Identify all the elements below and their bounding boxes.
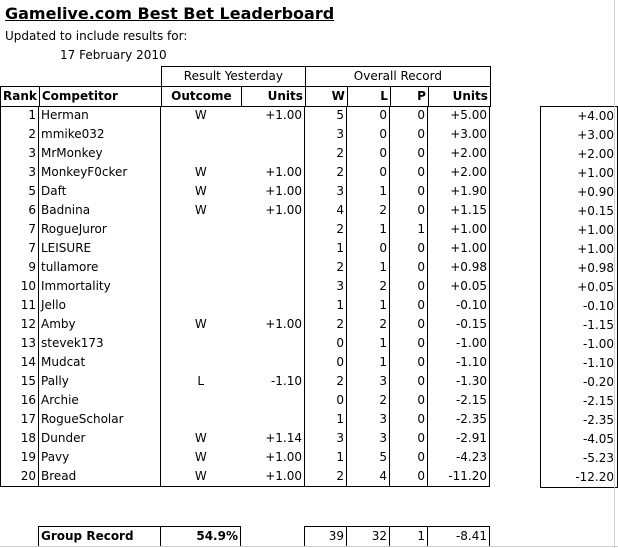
table-row: [1, 410, 490, 429]
table-row: [1, 315, 490, 334]
side-units-cell: +1.00: [541, 164, 618, 183]
units-overall-cell: -0.15: [428, 315, 490, 334]
outcome-cell: [161, 277, 241, 296]
group-record-units: -8.41: [428, 527, 490, 547]
competitor-cell: Pavy: [39, 448, 161, 467]
col-header-units-overall: Units: [428, 87, 490, 107]
side-units-cell: +2.00: [541, 145, 618, 164]
updated-note: Updated to include results for:: [5, 29, 188, 43]
side-row: [541, 221, 618, 240]
side-row: [541, 164, 618, 183]
group-record-l: 32: [347, 527, 390, 547]
table-row: [1, 277, 490, 296]
rank-cell: 3: [1, 163, 39, 182]
outcome-cell: W: [194, 203, 207, 217]
side-row: [541, 354, 618, 373]
side-units-cell: -1.10: [541, 354, 618, 373]
units-overall-cell: +5.00: [428, 106, 490, 125]
units-yesterday-cell: [241, 258, 305, 277]
p-cell: 0: [390, 296, 428, 315]
outcome-cell: [161, 144, 241, 163]
w-cell: 2: [305, 467, 347, 487]
rank-cell: 1: [1, 106, 39, 125]
units-overall-cell: +1.15: [428, 201, 490, 220]
w-cell: 0: [305, 353, 347, 372]
competitor-cell: mmike032: [39, 125, 161, 144]
outcome-cell: [161, 296, 241, 315]
side-row: [541, 430, 618, 449]
units-yesterday-cell: [241, 125, 305, 144]
rank-cell: 13: [1, 334, 39, 353]
rank-cell: 18: [1, 429, 39, 448]
table-row: [1, 182, 490, 201]
w-cell: 3: [305, 125, 347, 144]
rank-cell: 14: [1, 353, 39, 372]
side-row: [541, 240, 618, 259]
units-overall-cell: +0.05: [428, 277, 490, 296]
units-yesterday-cell: +1.14: [241, 429, 305, 448]
table-row: [1, 144, 490, 163]
l-cell: 2: [347, 277, 390, 296]
units-overall-cell: +3.00: [428, 125, 490, 144]
l-cell: 1: [347, 220, 390, 239]
overall-record-header: Overall Record: [305, 67, 490, 87]
p-cell: 0: [390, 182, 428, 201]
w-cell: 0: [305, 391, 347, 410]
outcome-cell: W: [194, 431, 207, 445]
competitor-cell: Badnina: [39, 201, 161, 220]
competitor-cell: Daft: [39, 182, 161, 201]
side-units-cell: +1.00: [541, 240, 618, 259]
units-overall-cell: +1.00: [428, 239, 490, 258]
p-cell: 0: [390, 106, 428, 125]
p-cell: 0: [390, 201, 428, 220]
side-row: [541, 202, 618, 221]
side-units-column: [540, 106, 618, 488]
l-cell: 0: [347, 163, 390, 182]
units-yesterday-cell: [241, 277, 305, 296]
rank-cell: 5: [1, 182, 39, 201]
table-row: [1, 239, 490, 258]
p-cell: 0: [390, 125, 428, 144]
col-header-rank: Rank: [1, 87, 40, 107]
leaderboard-table: [0, 106, 490, 487]
competitor-cell: Archie: [39, 391, 161, 410]
table-row: [1, 334, 490, 353]
competitor-cell: tullamore: [39, 258, 161, 277]
outcome-cell: [161, 410, 241, 429]
competitor-cell: Pally: [39, 372, 161, 391]
l-cell: 3: [347, 429, 390, 448]
side-units-cell: +0.15: [541, 202, 618, 221]
w-cell: 2: [305, 315, 347, 334]
units-yesterday-cell: +1.00: [241, 201, 305, 220]
outcome-cell: W: [161, 467, 241, 487]
side-units-cell: -2.15: [541, 392, 618, 411]
units-overall-cell: +2.00: [428, 163, 490, 182]
side-units-cell: +0.90: [541, 183, 618, 202]
side-units-cell: -5.23: [541, 449, 618, 468]
l-cell: 1: [347, 182, 390, 201]
outcome-cell: [161, 391, 241, 410]
outcome-cell: W: [194, 184, 207, 198]
rank-cell: 3: [1, 144, 39, 163]
group-record-pct: 54.9%: [161, 527, 241, 547]
col-header-units-yesterday: Units: [241, 87, 305, 107]
side-units-cell: -2.35: [541, 411, 618, 430]
l-cell: 3: [347, 410, 390, 429]
units-yesterday-cell: +1.00: [241, 448, 305, 467]
page-title: Gamelive.com Best Bet Leaderboard: [5, 4, 335, 23]
units-overall-cell: +2.00: [428, 144, 490, 163]
units-yesterday-cell: [241, 144, 305, 163]
table-row: [1, 391, 490, 410]
w-cell: 1: [305, 239, 347, 258]
l-cell: 5: [347, 448, 390, 467]
units-yesterday-cell: [241, 353, 305, 372]
units-overall-cell: -0.10: [428, 296, 490, 315]
col-header-l: L: [347, 87, 390, 107]
competitor-cell: Immortality: [39, 277, 161, 296]
units-yesterday-cell: [241, 391, 305, 410]
l-cell: 3: [347, 372, 390, 391]
p-cell: 0: [390, 467, 428, 487]
side-row: [541, 145, 618, 164]
units-overall-cell: -1.30: [428, 372, 490, 391]
units-overall-cell: -1.10: [428, 353, 490, 372]
side-row: [541, 107, 618, 127]
side-row: [541, 126, 618, 145]
w-cell: 5: [305, 106, 347, 125]
rank-cell: 16: [1, 391, 39, 410]
table-row: [1, 429, 490, 448]
side-row: [541, 297, 618, 316]
competitor-cell: Jello: [39, 296, 161, 315]
p-cell: 1: [390, 220, 428, 239]
p-cell: 0: [390, 334, 428, 353]
p-cell: 0: [390, 144, 428, 163]
p-cell: 0: [390, 163, 428, 182]
table-row: [1, 163, 490, 182]
side-row: [541, 392, 618, 411]
units-overall-cell: +1.00: [428, 220, 490, 239]
side-row: [541, 373, 618, 392]
leaderboard-header: [0, 66, 491, 107]
units-yesterday-cell: +1.00: [241, 315, 305, 334]
units-overall-cell: +1.90: [428, 182, 490, 201]
outcome-cell: W: [194, 317, 207, 331]
competitor-cell: MrMonkey: [39, 144, 161, 163]
outcome-cell: W: [194, 450, 207, 464]
p-cell: 0: [390, 410, 428, 429]
outcome-cell: W: [194, 108, 207, 122]
side-units-cell: -12.20: [541, 468, 618, 488]
units-yesterday-cell: -1.10: [241, 372, 305, 391]
units-yesterday-cell: [241, 296, 305, 315]
units-yesterday-cell: +1.00: [241, 163, 305, 182]
rank-cell: 2: [1, 125, 39, 144]
sheet-bottom-edge: [0, 546, 618, 547]
units-yesterday-cell: [241, 334, 305, 353]
competitor-cell: stevek173: [39, 334, 161, 353]
sheet-right-edge: [614, 0, 615, 548]
table-row: [1, 106, 490, 125]
units-overall-cell: -1.00: [428, 334, 490, 353]
outcome-cell: [161, 258, 241, 277]
outcome-cell: [161, 239, 241, 258]
l-cell: 1: [347, 296, 390, 315]
table-row: [1, 372, 490, 391]
rank-cell: 15: [1, 372, 39, 391]
side-units-cell: +1.00: [541, 221, 618, 240]
p-cell: 0: [390, 258, 428, 277]
side-units-cell: +0.98: [541, 259, 618, 278]
table-row: [1, 296, 490, 315]
rank-cell: 17: [1, 410, 39, 429]
side-row: [541, 411, 618, 430]
l-cell: 0: [347, 106, 390, 125]
units-overall-cell: -2.15: [428, 391, 490, 410]
w-cell: 1: [305, 410, 347, 429]
competitor-cell: Herman: [39, 106, 161, 125]
w-cell: 2: [305, 372, 347, 391]
group-record-p: 1: [390, 527, 428, 547]
rank-cell: 9: [1, 258, 39, 277]
side-row: [541, 449, 618, 468]
p-cell: 0: [390, 372, 428, 391]
table-row: [1, 258, 490, 277]
units-yesterday-cell: [241, 239, 305, 258]
group-record: [38, 526, 490, 547]
l-cell: 2: [347, 201, 390, 220]
group-record-label: Group Record: [39, 527, 161, 547]
side-units-cell: -4.05: [541, 430, 618, 449]
rank-cell: 11: [1, 296, 39, 315]
units-yesterday-cell: [241, 410, 305, 429]
rank-cell: 10: [1, 277, 39, 296]
table-row: [1, 201, 490, 220]
competitor-cell: MonkeyF0cker: [39, 163, 161, 182]
outcome-cell: [161, 220, 241, 239]
l-cell: 0: [347, 144, 390, 163]
l-cell: 4: [347, 467, 390, 487]
col-header-w: W: [305, 87, 347, 107]
l-cell: 0: [347, 125, 390, 144]
competitor-cell: Dunder: [39, 429, 161, 448]
competitor-cell: RogueJuror: [39, 220, 161, 239]
table-row: [1, 125, 490, 144]
table-row: [1, 220, 490, 239]
outcome-cell: [161, 353, 241, 372]
rank-cell: 7: [1, 220, 39, 239]
competitor-cell: Amby: [39, 315, 161, 334]
l-cell: 1: [347, 258, 390, 277]
l-cell: 2: [347, 391, 390, 410]
units-yesterday-cell: +1.00: [241, 182, 305, 201]
side-units-cell: -0.10: [541, 297, 618, 316]
units-overall-cell: -2.91: [428, 429, 490, 448]
table-row: [1, 467, 490, 487]
col-header-p: P: [390, 87, 428, 107]
units-yesterday-cell: +1.00: [241, 467, 305, 487]
table-row: [1, 353, 490, 372]
units-yesterday-cell: +1.00: [241, 106, 305, 125]
units-overall-cell: +0.98: [428, 258, 490, 277]
rank-cell: 6: [1, 201, 39, 220]
table-row: [1, 448, 490, 467]
w-cell: 2: [305, 220, 347, 239]
units-overall-cell: -4.23: [428, 448, 490, 467]
side-units-cell: -1.15: [541, 316, 618, 335]
col-header-competitor: Competitor: [39, 87, 161, 107]
l-cell: 2: [347, 315, 390, 334]
outcome-cell: W: [194, 165, 207, 179]
results-date: 17 February 2010: [60, 48, 167, 62]
side-row: [541, 316, 618, 335]
w-cell: 2: [305, 163, 347, 182]
p-cell: 0: [390, 429, 428, 448]
p-cell: 0: [390, 391, 428, 410]
side-units-cell: -0.20: [541, 373, 618, 392]
side-units-cell: +3.00: [541, 126, 618, 145]
p-cell: 0: [390, 239, 428, 258]
side-row: [541, 183, 618, 202]
w-cell: 4: [305, 201, 347, 220]
outcome-cell: [161, 125, 241, 144]
p-cell: 0: [390, 448, 428, 467]
side-row: [541, 468, 618, 488]
competitor-cell: Mudcat: [39, 353, 161, 372]
side-row: [541, 259, 618, 278]
competitor-cell: RogueScholar: [39, 410, 161, 429]
p-cell: 0: [390, 353, 428, 372]
side-units-cell: +0.05: [541, 278, 618, 297]
w-cell: 3: [305, 277, 347, 296]
group-record-w: 39: [305, 527, 347, 547]
side-units-cell: +4.00: [541, 107, 618, 127]
outcome-cell: L: [197, 374, 205, 388]
competitor-cell: Bread: [39, 467, 161, 487]
p-cell: 0: [390, 277, 428, 296]
result-yesterday-header: Result Yesterday: [161, 67, 305, 87]
side-row: [541, 335, 618, 354]
col-header-outcome: Outcome: [161, 87, 241, 107]
side-row: [541, 278, 618, 297]
w-cell: 1: [305, 296, 347, 315]
side-units-cell: -1.00: [541, 335, 618, 354]
units-overall-cell: -11.20: [428, 467, 490, 487]
outcome-cell: [161, 334, 241, 353]
w-cell: 2: [305, 144, 347, 163]
l-cell: 1: [347, 353, 390, 372]
l-cell: 0: [347, 239, 390, 258]
units-overall-cell: -2.35: [428, 410, 490, 429]
w-cell: 3: [305, 429, 347, 448]
rank-cell: 12: [1, 315, 39, 334]
w-cell: 0: [305, 334, 347, 353]
rank-cell: 20: [1, 467, 39, 487]
competitor-cell: LEISURE: [39, 239, 161, 258]
l-cell: 1: [347, 334, 390, 353]
p-cell: 0: [390, 315, 428, 334]
w-cell: 3: [305, 182, 347, 201]
w-cell: 2: [305, 258, 347, 277]
rank-cell: 19: [1, 448, 39, 467]
rank-cell: 7: [1, 239, 39, 258]
units-yesterday-cell: [241, 220, 305, 239]
w-cell: 1: [305, 448, 347, 467]
